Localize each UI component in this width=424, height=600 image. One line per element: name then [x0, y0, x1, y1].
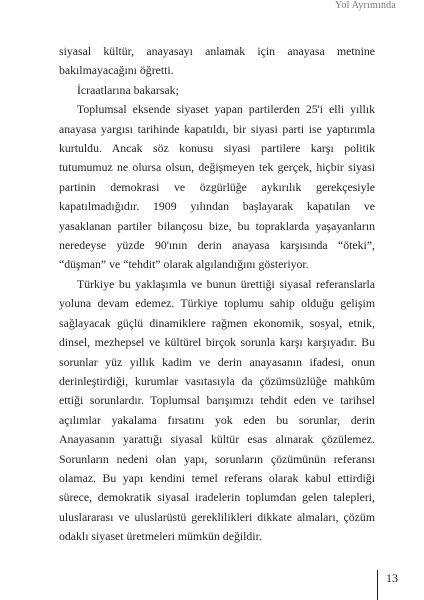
paragraph-icraat: İcraatlarına bakarsak;: [77, 82, 179, 97]
page-number-rule: [377, 570, 378, 600]
paragraph-party-closures: Toplumsal eksende siyaset yapan partilerden 25'i elli yıllık anayasa yargısı tarihinde kapatıldı, bir siyasi parti ise yaptırımla kurtuldu. Ancak söz konusu siyasi partilere karşı politik tutumumuz ne olursa olsun, değişmeyen tek gerçek, hiçbir siyasi partinin demokrasi ve özgürlüğe aykırılık gerekçesiyle kapatılmadığıdır. 1909 yılından başlayarak kapatılan ve yasaklanan partiler bilançosu bize, bu topraklarda yaşayanların neredeyse yüzde 90'ının derin anayasa karşısında “öteki”, “düşman” ve “tehdit” olarak algılandığını gösteriyor.: [59, 102, 375, 272]
page-number: 13: [386, 571, 398, 585]
running-header: Yol Ayrımında: [335, 0, 396, 11]
body-text: [59, 42, 375, 547]
paragraph-turkey-problems: Türkiye bu yaklaşımla ve bunun ürettiği siyasal referanslarla yoluna devam edemez. Türkiye toplumu sahip olduğu gelişim sağlayacak güçlü dinamiklere rağmen ekonomik, sosyal, etnik, dinsel, mezhepsel ve kültürel birçok sorunla karşı karşıyadır. Bu sorunlar yüz yıllık kadim ve derin anayasanın ifadesi, onun derinleştirdiği, kurumlar vasıtasıyla da çözümsüzlüğe mahkûm ettiği sorunlardır. Toplumsal barışımızı tehdit eden ve tarihsel açılımlar yakalama fırsatını yok eden bu sorunlar, derin Anayasanın yarattığı siyasal kültür esas alınarak çözülemez. Sorunların nedeni olan yapı, sorunların çözümünün referansı olamaz. Bu yapı kendini temel referans olarak kabul ettirdiği sürece, demokratik siyasal iradelerin toplumdan gelen talepleri, uluslararası ve uluslarüstü gereklilikleri dikkate almaları, çözüm odaklı siyaset üretmeleri mümkün değildir.: [59, 276, 375, 544]
paragraph-continued: siyasal kültür, anayasayı anlamak için anayasa metnine bakılmayacağını öğretti.: [59, 44, 375, 78]
